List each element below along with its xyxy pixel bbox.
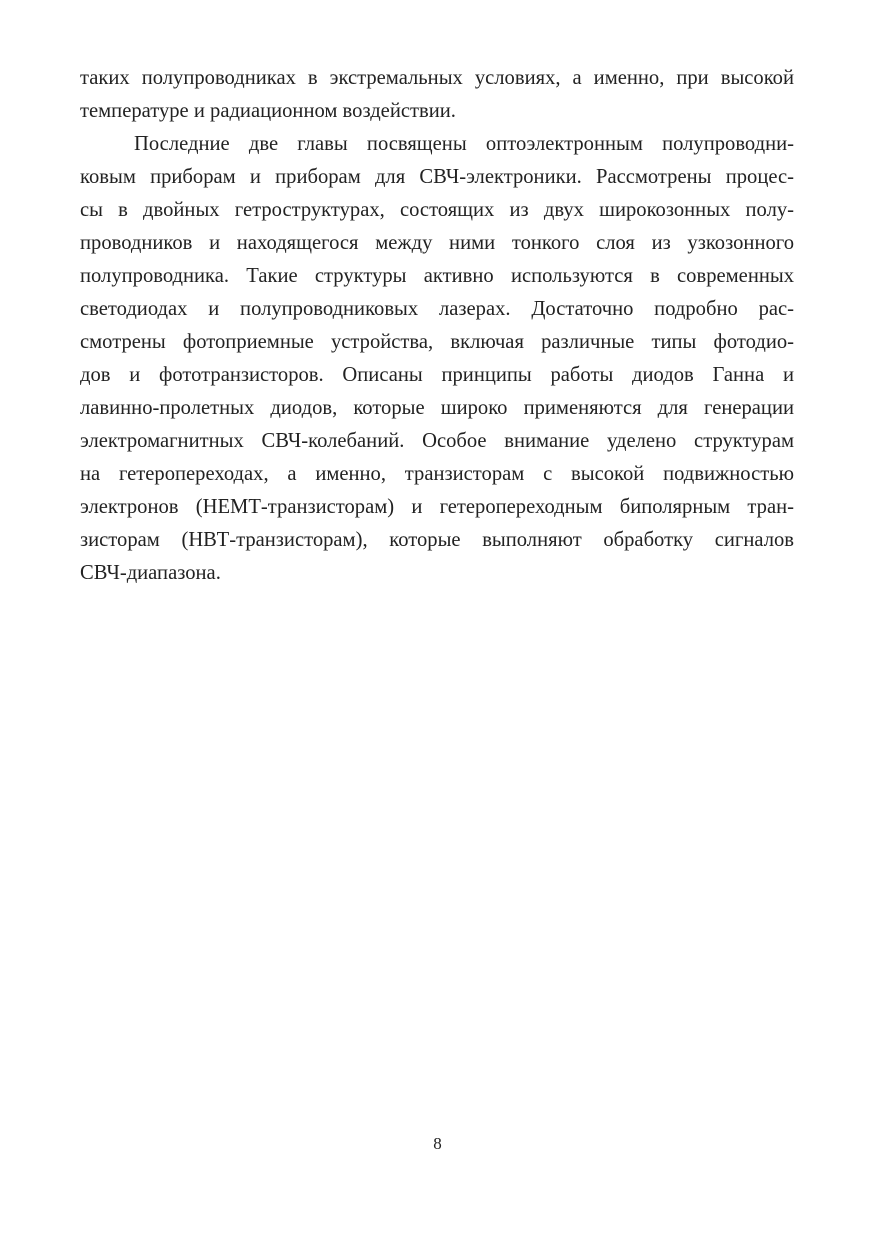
text-line: полупроводника. Такие структуры активно используются в современных <box>80 265 794 287</box>
text-line: на гетеропереходах, а именно, транзисторам с высокой подвижностью <box>80 463 794 485</box>
text-line: ковым приборам и приборам для СВЧ-электроники. Рассмотрены процес- <box>80 166 794 188</box>
text-line: электронов (НЕМТ-транзисторам) и гетеропереходным биполярным тран- <box>80 496 794 518</box>
text-line: СВЧ-диапазона. <box>80 562 221 584</box>
page-number: 8 <box>433 1134 442 1153</box>
text-line: температуре и радиационном воздействии. <box>80 100 456 122</box>
text-line: дов и фототранзисторов. Описаны принципы работы диодов Ганна и <box>80 364 794 386</box>
paragraph-continuation <box>80 62 794 128</box>
paragraph-chapters-summary <box>80 128 794 590</box>
text-line: Последние две главы посвящены оптоэлектронным полупроводни- <box>134 133 794 155</box>
text-line: сы в двойных гетроструктурах, состоящих из двух широкозонных полу- <box>80 199 794 221</box>
text-line: зисторам (НВТ-транзисторам), которые выполняют обработку сигналов <box>80 529 794 551</box>
text-line: светодиодах и полупроводниковых лазерах. Достаточно подробно рас- <box>80 298 794 320</box>
text-line: таких полупроводниках в экстремальных условиях, а именно, при высокой <box>80 67 794 89</box>
text-line: смотрены фотоприемные устройства, включая различные типы фотодио- <box>80 331 794 353</box>
text-line: электромагнитных СВЧ-колебаний. Особое внимание уделено структурам <box>80 430 794 452</box>
body-text <box>80 62 794 590</box>
text-line: проводников и находящегося между ними тонкого слоя из узкозонного <box>80 232 794 254</box>
text-line: лавинно-пролетных диодов, которые широко применяются для генерации <box>80 397 794 419</box>
